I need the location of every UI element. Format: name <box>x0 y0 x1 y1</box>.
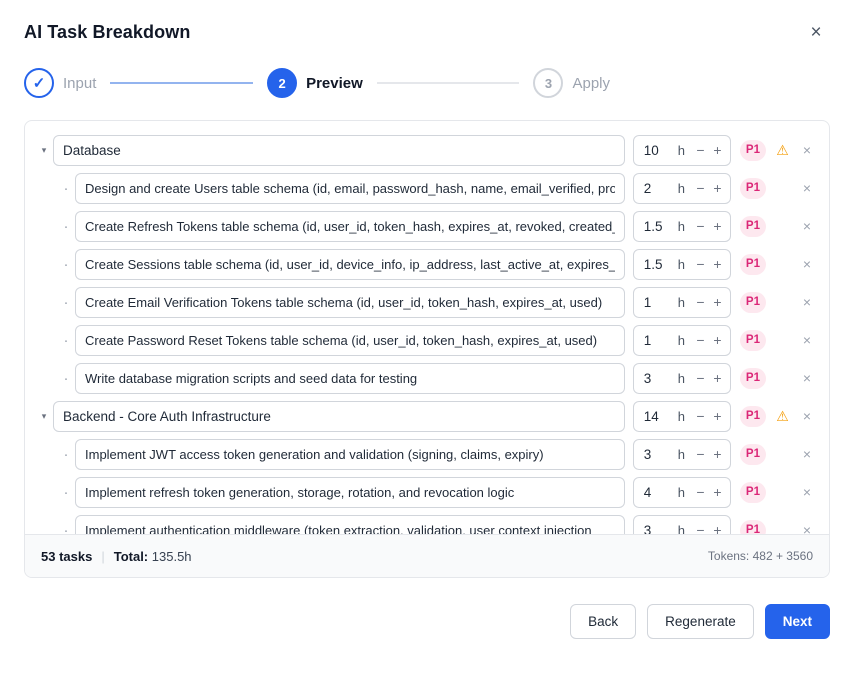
task-row <box>25 359 829 397</box>
decrement-hours-button[interactable]: − <box>696 256 705 272</box>
bullet-icon: · <box>63 217 69 235</box>
task-name-input[interactable] <box>75 173 625 204</box>
summary-left <box>41 549 192 564</box>
priority-badge[interactable]: P1 <box>740 254 766 275</box>
remove-task-icon[interactable]: × <box>802 218 812 234</box>
bullet-icon: · <box>63 179 69 197</box>
remove-task-icon[interactable]: × <box>802 522 812 534</box>
decrement-hours-button[interactable]: − <box>696 180 705 196</box>
bullet-icon: · <box>63 445 69 463</box>
regenerate-button[interactable]: Regenerate <box>647 604 754 639</box>
hours-stepper[interactable] <box>633 401 731 432</box>
bullet-icon: · <box>63 483 69 501</box>
priority-badge[interactable]: P1 <box>740 140 766 161</box>
hours-input[interactable] <box>642 332 676 349</box>
task-row <box>25 245 829 283</box>
hours-stepper[interactable] <box>633 211 731 242</box>
next-button[interactable]: Next <box>765 604 830 639</box>
hours-stepper[interactable] <box>633 249 731 280</box>
priority-badge[interactable]: P1 <box>740 216 766 237</box>
task-name-input[interactable] <box>75 477 625 508</box>
stepper <box>24 68 830 98</box>
task-row <box>25 435 829 473</box>
hours-input[interactable] <box>642 370 676 387</box>
decrement-hours-button[interactable]: − <box>696 370 705 386</box>
warning-icon: ⚠ <box>776 408 789 424</box>
remove-task-icon[interactable]: × <box>802 256 812 272</box>
hours-unit-label: h <box>677 180 685 196</box>
bullet-icon: · <box>63 521 69 534</box>
task-name-input[interactable] <box>53 401 625 432</box>
hours-unit-label: h <box>677 446 685 462</box>
remove-task-icon[interactable]: × <box>802 446 812 462</box>
remove-task-icon[interactable]: × <box>802 180 812 196</box>
hours-unit-label: h <box>677 522 685 534</box>
step-apply-circle: 3 <box>533 68 563 98</box>
step-connector-2 <box>377 82 520 84</box>
task-name-input[interactable] <box>75 249 625 280</box>
priority-badge[interactable]: P1 <box>740 482 766 503</box>
hours-unit-label: h <box>677 408 685 424</box>
hours-unit-label: h <box>677 294 685 310</box>
remove-task-icon[interactable]: × <box>802 370 812 386</box>
priority-badge[interactable]: P1 <box>740 368 766 389</box>
priority-badge[interactable]: P1 <box>740 178 766 199</box>
page-title: AI Task Breakdown <box>24 21 191 42</box>
step-apply[interactable] <box>533 68 610 98</box>
increment-hours-button[interactable]: + <box>713 408 722 424</box>
increment-hours-button[interactable]: + <box>713 332 722 348</box>
priority-badge[interactable]: P1 <box>740 520 766 535</box>
increment-hours-button[interactable]: + <box>713 446 722 462</box>
step-input-label: Input <box>63 74 97 92</box>
total-label: Total: <box>113 548 149 564</box>
bullet-icon: · <box>63 331 69 349</box>
hours-stepper[interactable] <box>633 287 731 318</box>
dialog-header <box>24 0 830 46</box>
remove-task-icon[interactable]: × <box>802 408 812 424</box>
decrement-hours-button[interactable]: − <box>696 294 705 310</box>
increment-hours-button[interactable]: + <box>713 484 722 500</box>
hours-unit-label: h <box>677 256 685 272</box>
priority-badge[interactable]: P1 <box>740 330 766 351</box>
task-name-input[interactable] <box>75 363 625 394</box>
step-input-circle: ✓ <box>24 68 54 98</box>
hours-stepper[interactable] <box>633 439 731 470</box>
total-hours <box>114 549 192 564</box>
hours-unit-label: h <box>677 332 685 348</box>
step-preview-label: Preview <box>306 74 363 92</box>
hours-stepper[interactable] <box>633 515 731 535</box>
decrement-hours-button[interactable]: − <box>696 332 705 348</box>
hours-input[interactable] <box>642 446 676 463</box>
task-row <box>25 321 829 359</box>
task-row <box>25 169 829 207</box>
bullet-icon: · <box>63 369 69 387</box>
step-input[interactable] <box>24 68 96 98</box>
task-count: 53 tasks <box>41 548 93 564</box>
hours-input[interactable] <box>642 484 676 501</box>
increment-hours-button[interactable]: + <box>713 218 722 234</box>
summary-separator: | <box>101 548 105 564</box>
warning-icon: ⚠ <box>776 142 789 158</box>
hours-stepper[interactable] <box>633 173 731 204</box>
chevron-down-icon[interactable]: ▾ <box>41 410 47 421</box>
task-row <box>25 283 829 321</box>
task-name-input[interactable] <box>75 325 625 356</box>
priority-badge[interactable]: P1 <box>740 444 766 465</box>
hours-unit-label: h <box>677 142 685 158</box>
priority-badge[interactable]: P1 <box>740 406 766 427</box>
remove-task-icon[interactable]: × <box>802 484 812 500</box>
task-name-input[interactable] <box>75 287 625 318</box>
decrement-hours-button[interactable]: − <box>696 522 705 534</box>
summary-bar <box>25 534 829 577</box>
remove-task-icon[interactable]: × <box>802 294 812 310</box>
increment-hours-button[interactable]: + <box>713 180 722 196</box>
step-connector-1 <box>110 82 253 84</box>
hours-input[interactable] <box>642 256 676 273</box>
hours-stepper[interactable] <box>633 135 731 166</box>
hours-input[interactable] <box>642 180 676 197</box>
decrement-hours-button[interactable]: − <box>696 484 705 500</box>
hours-input[interactable] <box>642 218 676 235</box>
token-usage: Tokens: 482 + 3560 <box>707 549 813 563</box>
task-name-input[interactable] <box>75 211 625 242</box>
decrement-hours-button[interactable]: − <box>696 218 705 234</box>
task-name-input[interactable] <box>75 439 625 470</box>
decrement-hours-button[interactable]: − <box>696 142 705 158</box>
task-name-input[interactable] <box>53 135 625 166</box>
hours-input[interactable] <box>642 522 676 535</box>
task-group-row <box>25 131 829 169</box>
increment-hours-button[interactable]: + <box>713 142 722 158</box>
dialog-actions <box>24 604 830 639</box>
close-icon[interactable]: × <box>802 18 830 46</box>
back-button[interactable]: Back <box>570 604 636 639</box>
decrement-hours-button[interactable]: − <box>696 446 705 462</box>
hours-unit-label: h <box>677 370 685 386</box>
step-preview-circle: 2 <box>267 68 297 98</box>
increment-hours-button[interactable]: + <box>713 256 722 272</box>
total-value: 135.5h <box>151 548 192 564</box>
hours-stepper[interactable] <box>633 477 731 508</box>
remove-task-icon[interactable]: × <box>802 142 812 158</box>
task-row <box>25 207 829 245</box>
step-apply-label: Apply <box>572 74 610 92</box>
chevron-down-icon[interactable]: ▾ <box>41 144 47 155</box>
increment-hours-button[interactable]: + <box>713 522 722 534</box>
hours-unit-label: h <box>677 218 685 234</box>
task-row <box>25 511 829 534</box>
hours-unit-label: h <box>677 484 685 500</box>
decrement-hours-button[interactable]: − <box>696 408 705 424</box>
step-preview[interactable] <box>267 68 363 98</box>
priority-badge[interactable]: P1 <box>740 292 766 313</box>
task-preview-panel <box>24 120 830 578</box>
hours-input[interactable] <box>642 142 676 159</box>
task-row <box>25 473 829 511</box>
hours-input[interactable] <box>642 294 676 311</box>
bullet-icon: · <box>63 293 69 311</box>
hours-stepper[interactable] <box>633 325 731 356</box>
increment-hours-button[interactable]: + <box>713 294 722 310</box>
increment-hours-button[interactable]: + <box>713 370 722 386</box>
bullet-icon: · <box>63 255 69 273</box>
task-list[interactable] <box>25 121 829 534</box>
task-name-input[interactable] <box>75 515 625 535</box>
hours-input[interactable] <box>642 408 676 425</box>
hours-stepper[interactable] <box>633 363 731 394</box>
remove-task-icon[interactable]: × <box>802 332 812 348</box>
task-group-row <box>25 397 829 435</box>
